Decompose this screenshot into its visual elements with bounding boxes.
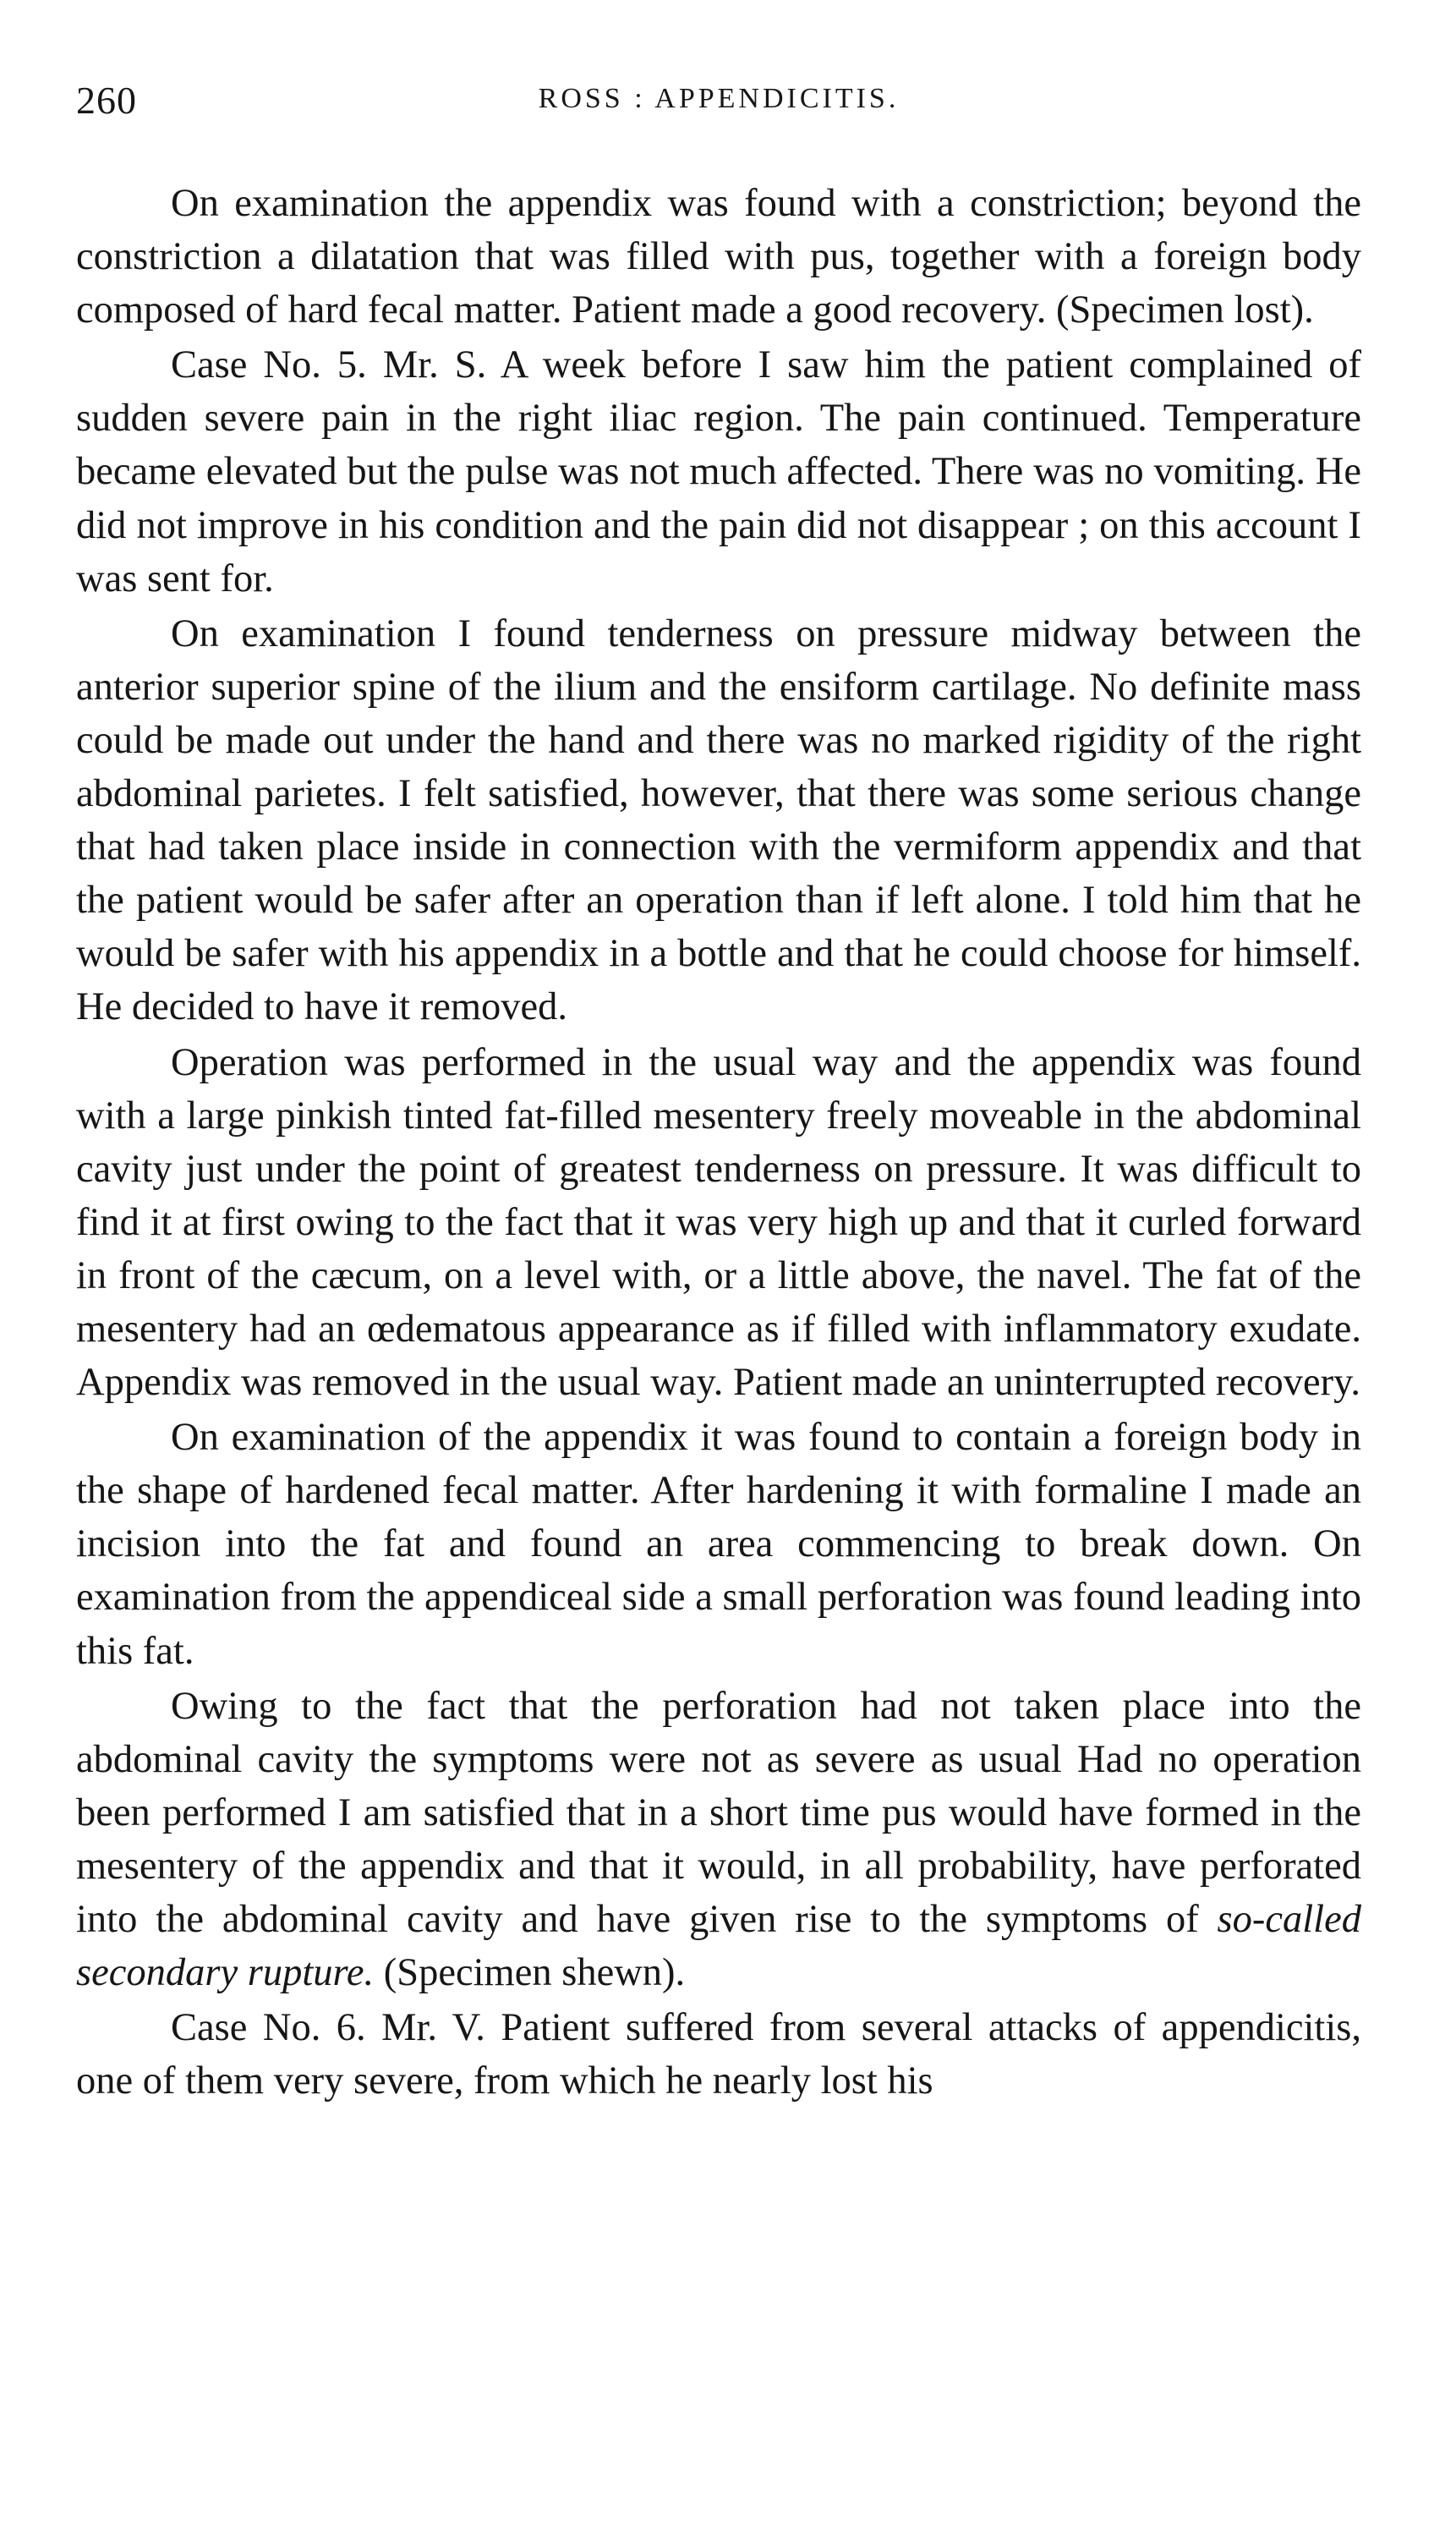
paragraph-case-5: Case No. 5. Mr. S. A week before I saw him the patient complained of sudden severe pain in the right iliac region. The pain continued. Temperature became elevated but the pulse was not much affected. There was no vomiting. He did not improve in his condition and the pain did not disappear ; on this account I was sent for. xyxy=(76,343,1361,600)
running-title: ROSS : APPENDICITIS. xyxy=(538,83,900,114)
page-number: 260 xyxy=(76,79,137,122)
running-head xyxy=(76,78,1361,137)
paragraph-appendix-examination: On examination of the appendix it was found to contain a foreign body in the shape of hardened fecal matter. After hardening it with formaline I made an incision into the fat and found an area commencing to break down. On examination from the appendiceal side a small perforation was found leading into this fat. xyxy=(76,1416,1361,1673)
paragraph-operation: Operation was performed in the usual way and the appendix was found with a large pinkish tinted fat-filled mesentery freely moveable in the abdominal cavity just under the point of greatest tenderness on pressure. It was difficult to find it at first owing to the fact that it was very high up and that it curled forward in front of the cæcum, on a level with, or a little above, the navel. The fat of the mesentery had an œdematous appearance as if filled with inflammatory exudate. Appendix was removed in the usual way. Patient made an uninterrupted recovery. xyxy=(76,1040,1361,1405)
italic-phrase: so-called secondary rupture. xyxy=(76,1898,1361,1995)
paragraph-case-6: Case No. 6. Mr. V. Patient suffered from several attacks of appendicitis, one of them very severe, from which he nearly lost his xyxy=(76,2006,1361,2103)
paragraph-text-after-italic: (Specimen shewn). xyxy=(374,1951,686,1995)
paragraph-perforation-discussion xyxy=(76,1680,1361,2000)
paragraph-examination-findings: On examination I found tenderness on pressure midway between the anterior superior spine of the ilium and the ensiform cartilage. No definite mass could be made out under the hand and there was no marked rigidity of the right abdominal parietes. I felt satisfied, however, that there was some serious change that had taken place inside in connection with the vermiform appendix and that the patient would be safer after an operation than if left alone. I told him that he would be safer with his appendix in a bottle and that he could choose for himself. He decided to have it removed. xyxy=(76,611,1361,1029)
paragraph-text-before-italic: Owing to the fact that the perforation had not taken place into the abdominal cavity the symptoms were not as severe as usual Had no operation been performed I am satisfied that in a short time pus would have formed in the mesentery of the appendix and that it would, in all probability, have perforated into the abdominal cavity and have given rise to the symptoms of xyxy=(76,1684,1361,1941)
paragraph-specimen-lost: On examination the appendix was found with a constriction; beyond the constriction a dilatation that was filled with pus, together with a foreign body composed of hard fecal matter. Patient made a good recovery. (Specimen lost). xyxy=(76,182,1361,332)
body-text xyxy=(76,177,1361,2108)
